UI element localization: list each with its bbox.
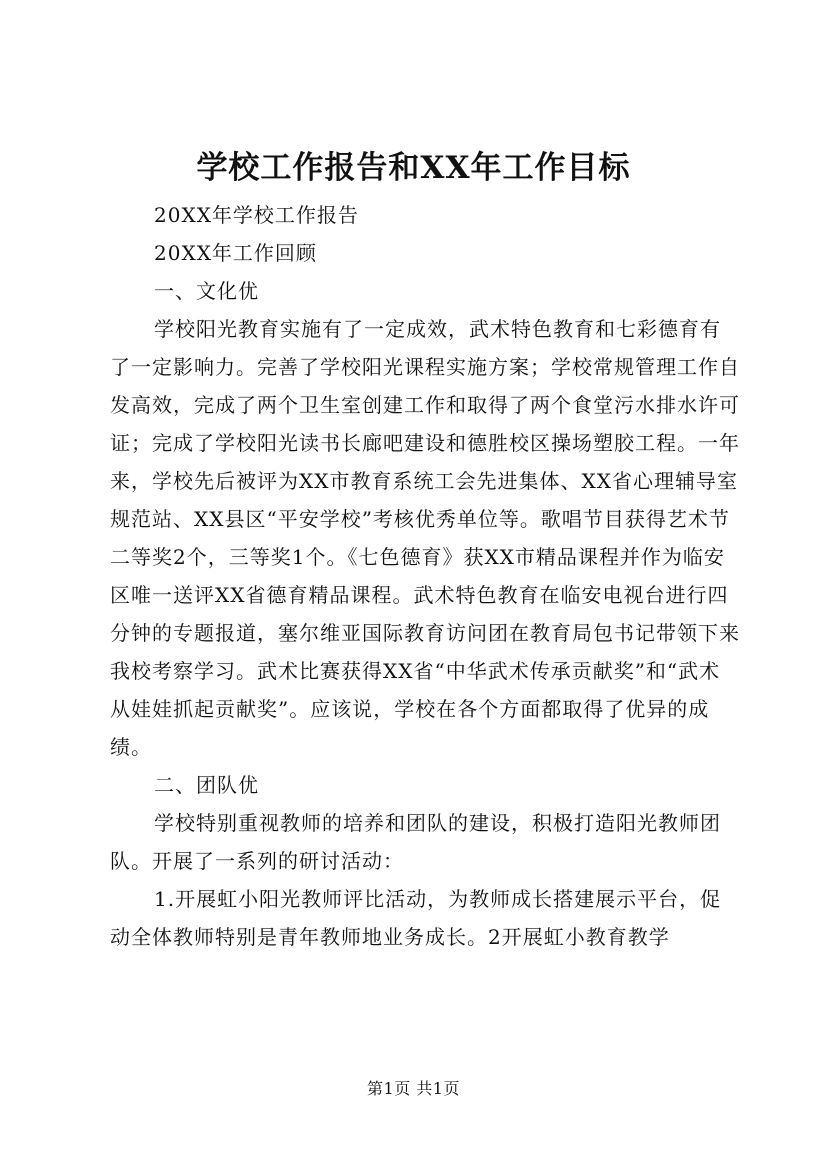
team-activities-paragraph: 1.开展虹小阳光教师评比活动，为教师成长搭建展示平台，促动全体教师特别是青年教师地业务成长。2开展虹小教育教学 xyxy=(110,887,722,949)
section-culture-heading: 一、文化优 xyxy=(154,279,259,303)
culture-paragraph: 学校阳光教育实施有了一定成效，武术特色教育和七彩德育有了一定影响力。完善了学校阳光课程实施方案；学校常规管理工作自发高效，完成了两个卫生室创建工作和取得了两个食堂污水排水许可证；完成了学校阳光读书长廊吧建设和德胜校区操场塑胶工程。一年来，学校先后被评为XX市教育系统工会先进集体、XX省心理辅导室规范站、XX县区“平安学校”考核优秀单位等。歌唱节目获得艺术节二等奖2个，三等奖1个。《七色德育》获XX市精品课程并作为临安区唯一送评XX省德育精品课程。武术特色教育在临安电视台进行四分钟的专题报道，塞尔维亚国际教育访问团在教育局包书记带领下来我校考察学习。武术比赛获得XX省“中华武术传承贡献奖”和“武术从娃娃抓起贡献奖”。应该说，学校在各个方面都取得了优异的成绩。 xyxy=(110,317,740,759)
review-heading-line: 20XX年工作回顾 xyxy=(154,241,317,265)
document-title: 学校工作报告和XX年工作目标 xyxy=(196,150,631,186)
page-footer: 第1页 共1页 xyxy=(367,1079,460,1098)
section-team-heading: 二、团队优 xyxy=(154,773,259,797)
document-body xyxy=(110,196,740,956)
report-heading-line: 20XX年学校工作报告 xyxy=(154,203,359,227)
team-paragraph: 学校特别重视教师的培养和团队的建设，积极打造阳光教师团队。开展了一系列的研讨活动： xyxy=(110,811,721,873)
